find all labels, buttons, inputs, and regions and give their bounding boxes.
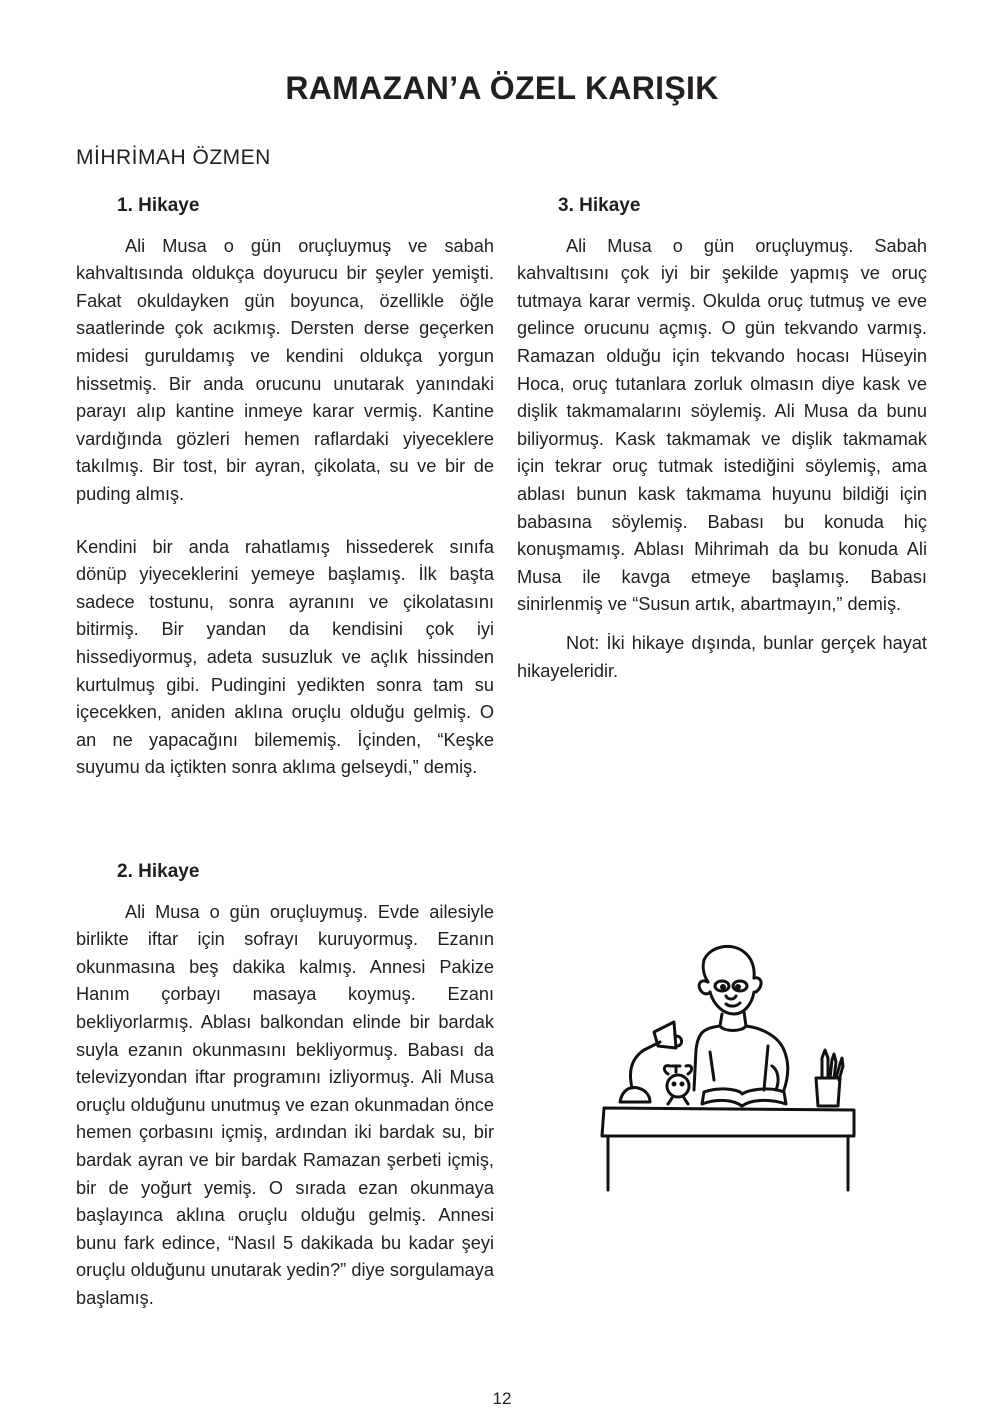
page-number: 12 xyxy=(492,1389,512,1408)
story-heading: 3. Hikaye xyxy=(558,195,641,216)
story-3 xyxy=(517,192,927,685)
story-paragraph: Kendini bir anda rahatlamış hissederek sınıfa dönüp yiyeceklerini yemeye başlamış. İlk başta sadece tostunu, sonra ayranını ve çikolatasını bitirmiş. Bir yandan da kendisini çok iyi hissediyormuş, adeta susuzluk ve açlık hissinden kurtulmuş gibi. Pudingini yedikten sonra tam su içecekken, aniden aklına oruçlu olduğu gelmiş. O an ne yapacağını bilememiş. İçinden, “Keşke suyumu da içtikten sonra aklıma gelseydi,” demiş. xyxy=(76,536,494,778)
story-1 xyxy=(76,192,494,782)
desk-icon xyxy=(602,1108,854,1190)
alarm-clock-icon xyxy=(664,1066,691,1104)
boy-body-icon xyxy=(694,1012,788,1090)
boy-at-desk-illustration xyxy=(592,940,872,1200)
pencil-cup-icon xyxy=(816,1050,843,1106)
desk-lamp-icon xyxy=(620,1022,682,1102)
story-heading: 1. Hikaye xyxy=(117,195,200,216)
story-paragraph: Ali Musa o gün oruçluymuş. Evde ailesiyle birlikte iftar için sofrayı kuruyormuş. Ezanın okunmasına beş dakika kalmış. Annesi Pakize Hanım çorbayı masaya koymuş. Ezanı bekliyorlarmış. Ablası balkondan elinde bir bardak suyla ezanın okunmasını bekliyormuş. Babası da televizyondan iftar programını izliyormuş. Ali Musa oruçlu olduğunu unutmuş ve ezan okunmadan önce hemen çorbasını içmiş, ardından iki bardak su, bir bardak ayran ve bir bardak Ramazan şerbeti içmiş, bir de yoğurt yemiş. O sırada ezan okunmaya başlayınca aklına oruçlu olduğu gelmiş. Annesi bunu fark edince, “Nasıl 5 dakikada bu kadar şeyi oruçlu olduğunu unutarak yedin?” diye sorgulamaya başlamış. xyxy=(76,901,494,1308)
story-note: Not: İki hikaye dışında, bunlar gerçek hayat hikayeleridir. xyxy=(517,632,927,681)
page-title: RAMAZAN’A ÖZEL KARIŞIK xyxy=(285,70,719,106)
book-icon xyxy=(702,1089,786,1106)
story-2 xyxy=(76,858,494,1313)
story-heading: 2. Hikaye xyxy=(117,861,200,882)
story-paragraph: Ali Musa o gün oruçluymuş ve sabah kahvaltısında oldukça doyurucu bir şeyler yemişti. Fakat okuldayken gün boyunca, özellikle öğle saatlerinde çok acıkmış. Dersten derse geçerken midesi guruldamış ve kendini oldukça yorgun hissetmiş. Bir anda orucunu unutarak yanındaki parayı alıp kantine inmeye karar vermiş. Kantine vardığında gözleri hemen raflardaki yiyeceklere takılmış. Bir tost, bir ayran, çikolata, su ve bir de puding almış. xyxy=(76,235,494,504)
story-paragraph: Ali Musa o gün oruçluymuş. Sabah kahvaltısını çok iyi bir şekilde yapmış ve oruç tutmaya karar vermiş. Okulda oruç tutmuş ve eve gelince orucunu açmış. O gün tekvando varmış. Ramazan olduğu için tekvando hocası Hüseyin Hoca, oruç tutanlara zorluk olmasın diye kask ve dişlik takmamalarını söylemiş. Ali Musa da bunu biliyormuş. Kask takmamak ve dişlik takmamak için tekrar oruç tutmak istediğini söylemiş, ama ablası bunun kask takmama huyunu bildiği için babasına söylemiş. Babası bu konuda hiç konuşmamış. Ablası Mihrimah da bu konuda Ali Musa ile kavga etmeye başlamış. Babası sinirlenmiş ve “Susun artık, abartmayın,” demiş. xyxy=(517,235,927,615)
author-name: MİHRİMAH ÖZMEN xyxy=(76,146,271,169)
boy-head-icon xyxy=(699,946,761,1014)
